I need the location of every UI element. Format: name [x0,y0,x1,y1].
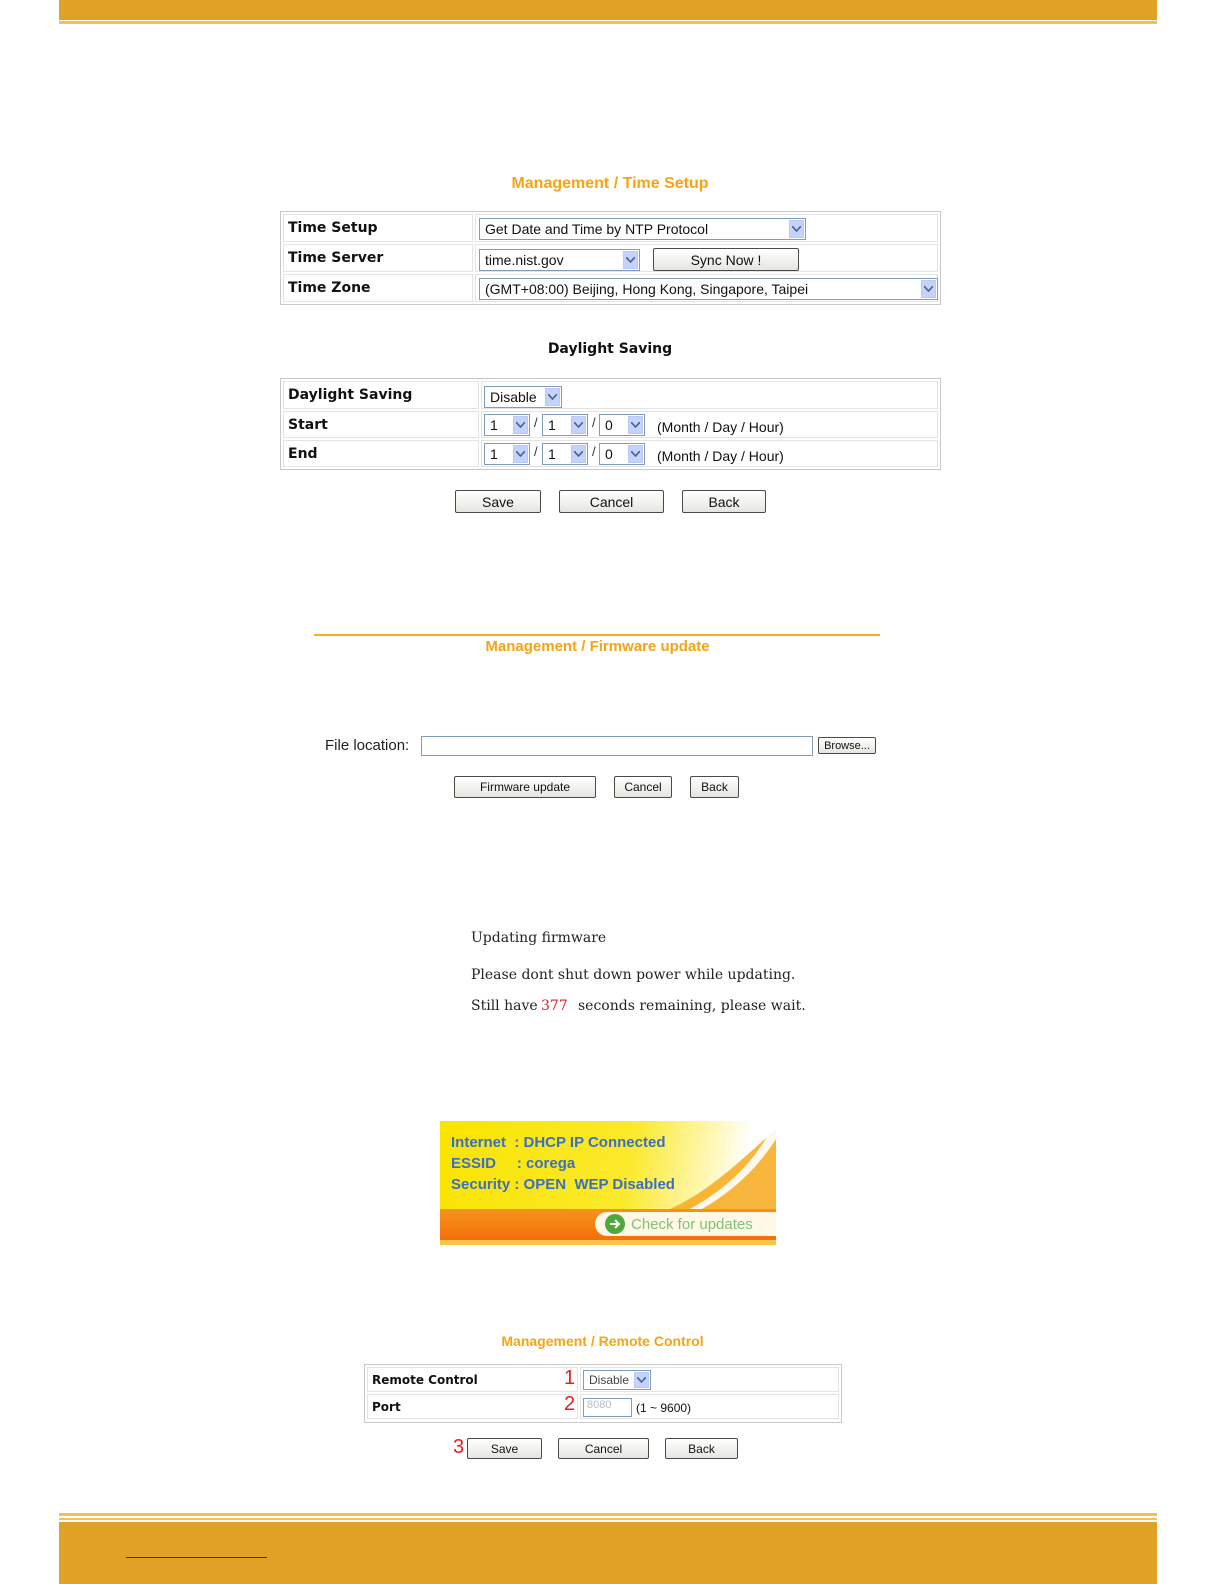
chevron-down-icon [513,416,528,434]
time-zone-label: Time Zone [283,274,473,302]
essid-status: ESSID : corega [451,1155,576,1172]
daylight-saving-value-cell [481,381,938,409]
chevron-down-icon [571,445,586,463]
sync-now-button[interactable]: Sync Now ! [653,248,799,271]
remote-cancel-button[interactable]: Cancel [558,1438,649,1459]
remote-control-select-value: Disable [589,1373,630,1387]
chevron-down-icon [571,416,586,434]
internet-status: Internet : DHCP IP Connected [451,1134,666,1151]
end-month-value: 1 [490,446,498,462]
start-label: Start [283,411,479,438]
time-server-value-cell [475,244,938,272]
daylight-saving-title: Daylight Saving [547,341,673,357]
date-separator: / [534,444,538,459]
time-zone-row [283,273,938,303]
time-zone-value-cell [475,274,938,302]
chevron-down-icon [628,416,643,434]
header-bar [59,0,1157,20]
port-range-hint: (1 ~ 9600) [636,1401,692,1415]
time-zone-select-value: (GMT+08:00) Beijing, Hong Kong, Singapore, Taipei [485,281,809,297]
port-row [367,1393,839,1420]
port-value-cell [580,1394,839,1419]
end-hour-select[interactable] [599,443,645,465]
end-hour-value: 0 [605,446,613,462]
chevron-down-icon [623,251,638,269]
daylight-saving-table [280,378,941,470]
end-day-value: 1 [548,446,556,462]
time-setup-value-cell [475,214,938,242]
firmware-update-button[interactable]: Firmware update [454,776,596,798]
status-banner [440,1121,776,1245]
firmware-cancel-button[interactable]: Cancel [614,776,672,798]
date-separator: / [592,444,596,459]
header-rule [59,21,1157,24]
start-format-hint: (Month / Day / Hour) [657,419,784,435]
chevron-down-icon [634,1372,649,1388]
chevron-down-icon [628,445,643,463]
end-day-select[interactable] [542,443,588,465]
firmware-back-button[interactable]: Back [690,776,739,798]
port-label: Port [367,1394,578,1419]
end-month-select[interactable] [484,443,530,465]
time-setup-select-value: Get Date and Time by NTP Protocol [485,221,709,237]
updating-heading: Updating firmware [471,930,607,946]
start-month-select[interactable] [484,414,530,436]
start-value-cell [481,411,938,438]
time-server-label: Time Server [283,244,473,272]
firmware-title: Management / Firmware update [485,638,710,655]
time-setup-title: Management / Time Setup [511,175,709,192]
footnote-rule [126,1557,267,1558]
check-updates-label: Check for updates [631,1215,753,1233]
start-hour-select[interactable] [599,414,645,436]
chevron-down-icon [789,220,804,238]
security-status: Security : OPEN WEP Disabled [451,1176,675,1193]
remote-control-value-cell [580,1367,839,1392]
daylight-saving-select[interactable] [484,386,562,408]
step-marker-3: 3 [453,1436,465,1458]
time-zone-select[interactable] [479,278,938,300]
start-month-value: 1 [490,417,498,433]
file-location-label: File location: [325,737,410,754]
daylight-saving-row [283,380,938,410]
remote-control-table [364,1364,842,1423]
file-location-input[interactable] [421,736,813,756]
time-server-select[interactable] [479,249,640,271]
remote-back-button[interactable]: Back [665,1438,738,1459]
date-separator: / [592,415,596,430]
time-cancel-button[interactable]: Cancel [559,490,664,513]
time-save-button[interactable]: Save [455,490,541,513]
time-server-select-value: time.nist.gov [485,252,564,268]
remote-save-button[interactable]: Save [467,1438,542,1459]
start-row [283,410,938,439]
time-setup-select[interactable] [479,218,806,240]
date-separator: / [534,415,538,430]
updating-remaining-suffix: seconds remaining, please wait. [578,998,806,1014]
end-row [283,439,938,468]
updating-remaining-prefix: Still have [471,998,538,1014]
end-format-hint: (Month / Day / Hour) [657,448,784,464]
remote-control-row [367,1366,839,1393]
banner-edge [440,1240,776,1245]
time-back-button[interactable]: Back [682,490,766,513]
daylight-saving-label: Daylight Saving [283,381,479,409]
end-value-cell [481,440,938,467]
start-hour-value: 0 [605,417,613,433]
remote-control-select[interactable] [583,1370,651,1390]
footer-rule-top [59,1513,1157,1516]
check-updates-link[interactable] [595,1212,776,1236]
step-marker-2: 2 [564,1393,576,1415]
remote-control-label: Remote Control [367,1367,578,1392]
arrow-right-icon [605,1214,625,1234]
time-setup-label: Time Setup [283,214,473,242]
firmware-divider [314,634,880,636]
time-setup-table [280,211,941,305]
updating-warning: Please dont shut down power while updating. [471,967,796,983]
time-server-row [283,243,938,273]
footer-bar [59,1522,1157,1584]
remote-control-title: Management / Remote Control [501,1333,704,1349]
chevron-down-icon [921,280,936,298]
start-day-value: 1 [548,417,556,433]
time-setup-row [283,213,938,243]
step-marker-1: 1 [564,1367,576,1389]
seconds-remaining-count: 377 [541,998,568,1014]
footer-rule [59,1518,1157,1520]
daylight-saving-select-value: Disable [490,389,537,405]
port-input[interactable]: 8080 [583,1398,632,1417]
chevron-down-icon [513,445,528,463]
end-label: End [283,440,479,467]
start-day-select[interactable] [542,414,588,436]
browse-button[interactable]: Browse... [818,737,876,754]
chevron-down-icon [545,388,560,406]
